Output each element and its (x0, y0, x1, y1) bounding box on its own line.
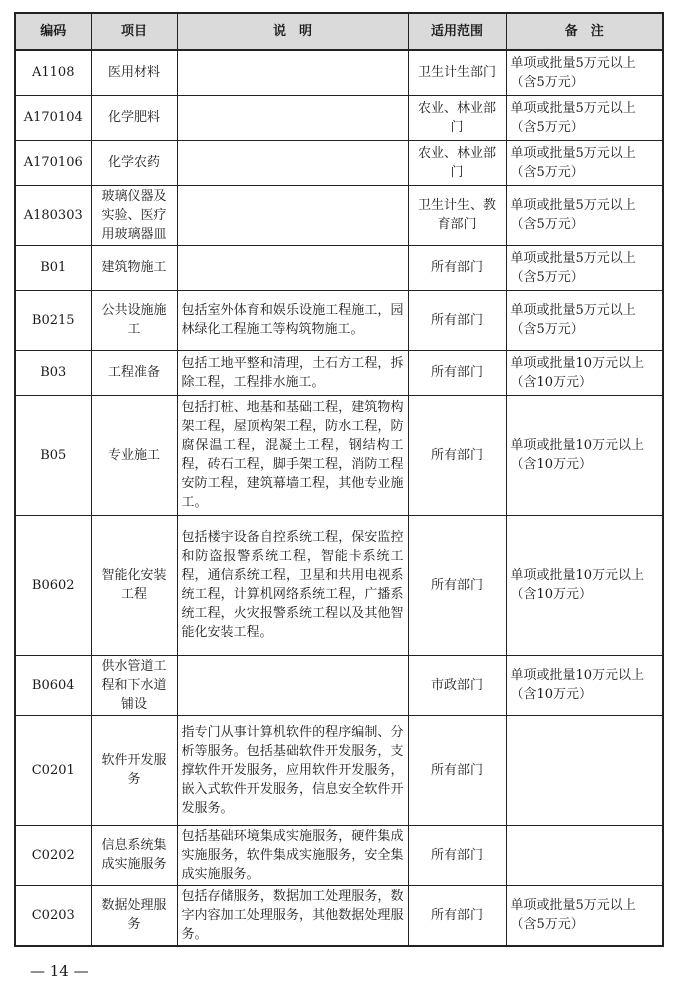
cell-desc (177, 185, 408, 245)
cell-item: 供水管道工程和下水道铺设 (91, 655, 177, 715)
table-row (15, 715, 663, 825)
header-note: 备 注 (506, 13, 663, 50)
cell-code: B05 (15, 395, 91, 515)
cell-scope: 所有部门 (408, 350, 506, 395)
cell-scope: 所有部门 (408, 885, 506, 946)
cell-scope: 卫生计生、教育部门 (408, 185, 506, 245)
table-row (15, 290, 663, 350)
cell-scope: 所有部门 (408, 515, 506, 655)
cell-code: C0203 (15, 885, 91, 946)
table-row (15, 50, 663, 95)
cell-note: 单项或批量5万元以上（含5万元） (506, 245, 663, 290)
cell-code: A170106 (15, 140, 91, 185)
cell-scope: 所有部门 (408, 290, 506, 350)
cell-desc (177, 140, 408, 185)
cell-item: 化学农药 (91, 140, 177, 185)
cell-note: 单项或批量5万元以上（含5万元） (506, 290, 663, 350)
cell-item: 智能化安装工程 (91, 515, 177, 655)
cell-code: B0604 (15, 655, 91, 715)
cell-note: 单项或批量10万元以上（含10万元） (506, 655, 663, 715)
cell-desc: 包括基础环境集成实施服务，硬件集成实施服务，软件集成实施服务，安全集成实施服务。 (177, 825, 408, 885)
cell-scope: 卫生计生部门 (408, 50, 506, 95)
cell-desc (177, 50, 408, 95)
cell-desc: 包括工地平整和清理，土石方工程，拆除工程，工程排水施工。 (177, 350, 408, 395)
cell-note (506, 715, 663, 825)
cell-desc: 包括楼宇设备自控系统工程，保安监控和防盗报警系统工程，智能卡系统工程，通信系统工程，卫星和共用电视系统工程，计算机网络系统工程，广播系统工程，火灾报警系统工程以及其他智能化安装工程。 (177, 515, 408, 655)
cell-code: B03 (15, 350, 91, 395)
cell-desc (177, 245, 408, 290)
cell-scope: 市政部门 (408, 655, 506, 715)
cell-item: 工程准备 (91, 350, 177, 395)
cell-note: 单项或批量10万元以上（含10万元） (506, 395, 663, 515)
cell-scope: 农业、林业部门 (408, 95, 506, 140)
cell-code: A1108 (15, 50, 91, 95)
cell-item: 数据处理服务 (91, 885, 177, 946)
cell-desc (177, 95, 408, 140)
cell-desc: 包括存储服务，数据加工处理服务，数字内容加工处理服务，其他数据处理服务。 (177, 885, 408, 946)
cell-note: 单项或批量10万元以上（含10万元） (506, 515, 663, 655)
cell-desc (177, 655, 408, 715)
cell-item: 化学肥料 (91, 95, 177, 140)
table-row (15, 515, 663, 655)
table-row (15, 95, 663, 140)
cell-note: 单项或批量5万元以上（含5万元） (506, 95, 663, 140)
cell-item: 医用材料 (91, 50, 177, 95)
page-number: — 14 — (30, 962, 89, 980)
cell-desc: 包括室外体育和娱乐设施工程施工，园林绿化工程施工等构筑物施工。 (177, 290, 408, 350)
cell-code: C0201 (15, 715, 91, 825)
cell-item: 公共设施施工 (91, 290, 177, 350)
table-row (15, 885, 663, 946)
cell-code: A170104 (15, 95, 91, 140)
cell-note: 单项或批量5万元以上（含5万元） (506, 185, 663, 245)
table-row (15, 245, 663, 290)
catalog-table (14, 12, 664, 947)
cell-note (506, 825, 663, 885)
cell-scope: 所有部门 (408, 245, 506, 290)
cell-code: B0215 (15, 290, 91, 350)
cell-item: 玻璃仪器及实验、医疗用玻璃器皿 (91, 185, 177, 245)
cell-note: 单项或批量10万元以上（含10万元） (506, 350, 663, 395)
header-scope: 适用范围 (408, 13, 506, 50)
cell-item: 信息系统集成实施服务 (91, 825, 177, 885)
header-code: 编码 (15, 13, 91, 50)
cell-code: C0202 (15, 825, 91, 885)
table-row (15, 655, 663, 715)
cell-code: B01 (15, 245, 91, 290)
cell-item: 专业施工 (91, 395, 177, 515)
cell-note: 单项或批量5万元以上（含5万元） (506, 140, 663, 185)
cell-scope: 所有部门 (408, 825, 506, 885)
cell-code: A180303 (15, 185, 91, 245)
cell-desc: 包括打桩、地基和基础工程，建筑物构架工程，屋顶构架工程，防水工程，防腐保温工程，混凝土工程，钢结构工程，砖石工程，脚手架工程，消防工程安防工程，建筑幕墙工程，其他专业施工。 (177, 395, 408, 515)
cell-scope: 所有部门 (408, 715, 506, 825)
cell-scope: 农业、林业部门 (408, 140, 506, 185)
table-row (15, 140, 663, 185)
header-item: 项目 (91, 13, 177, 50)
table-header (15, 13, 663, 50)
cell-item: 建筑物施工 (91, 245, 177, 290)
cell-note: 单项或批量5万元以上（含5万元） (506, 50, 663, 95)
cell-item: 软件开发服务 (91, 715, 177, 825)
cell-code: B0602 (15, 515, 91, 655)
table-row (15, 395, 663, 515)
cell-note: 单项或批量5万元以上（含5万元） (506, 885, 663, 946)
table-row (15, 350, 663, 395)
table-row (15, 185, 663, 245)
table-row (15, 825, 663, 885)
cell-scope: 所有部门 (408, 395, 506, 515)
header-desc: 说 明 (177, 13, 408, 50)
cell-desc: 指专门从事计算机软件的程序编制、分析等服务。包括基础软件开发服务，支撑软件开发服务，应用软件开发服务，嵌入式软件开发服务，信息安全软件开发服务。 (177, 715, 408, 825)
